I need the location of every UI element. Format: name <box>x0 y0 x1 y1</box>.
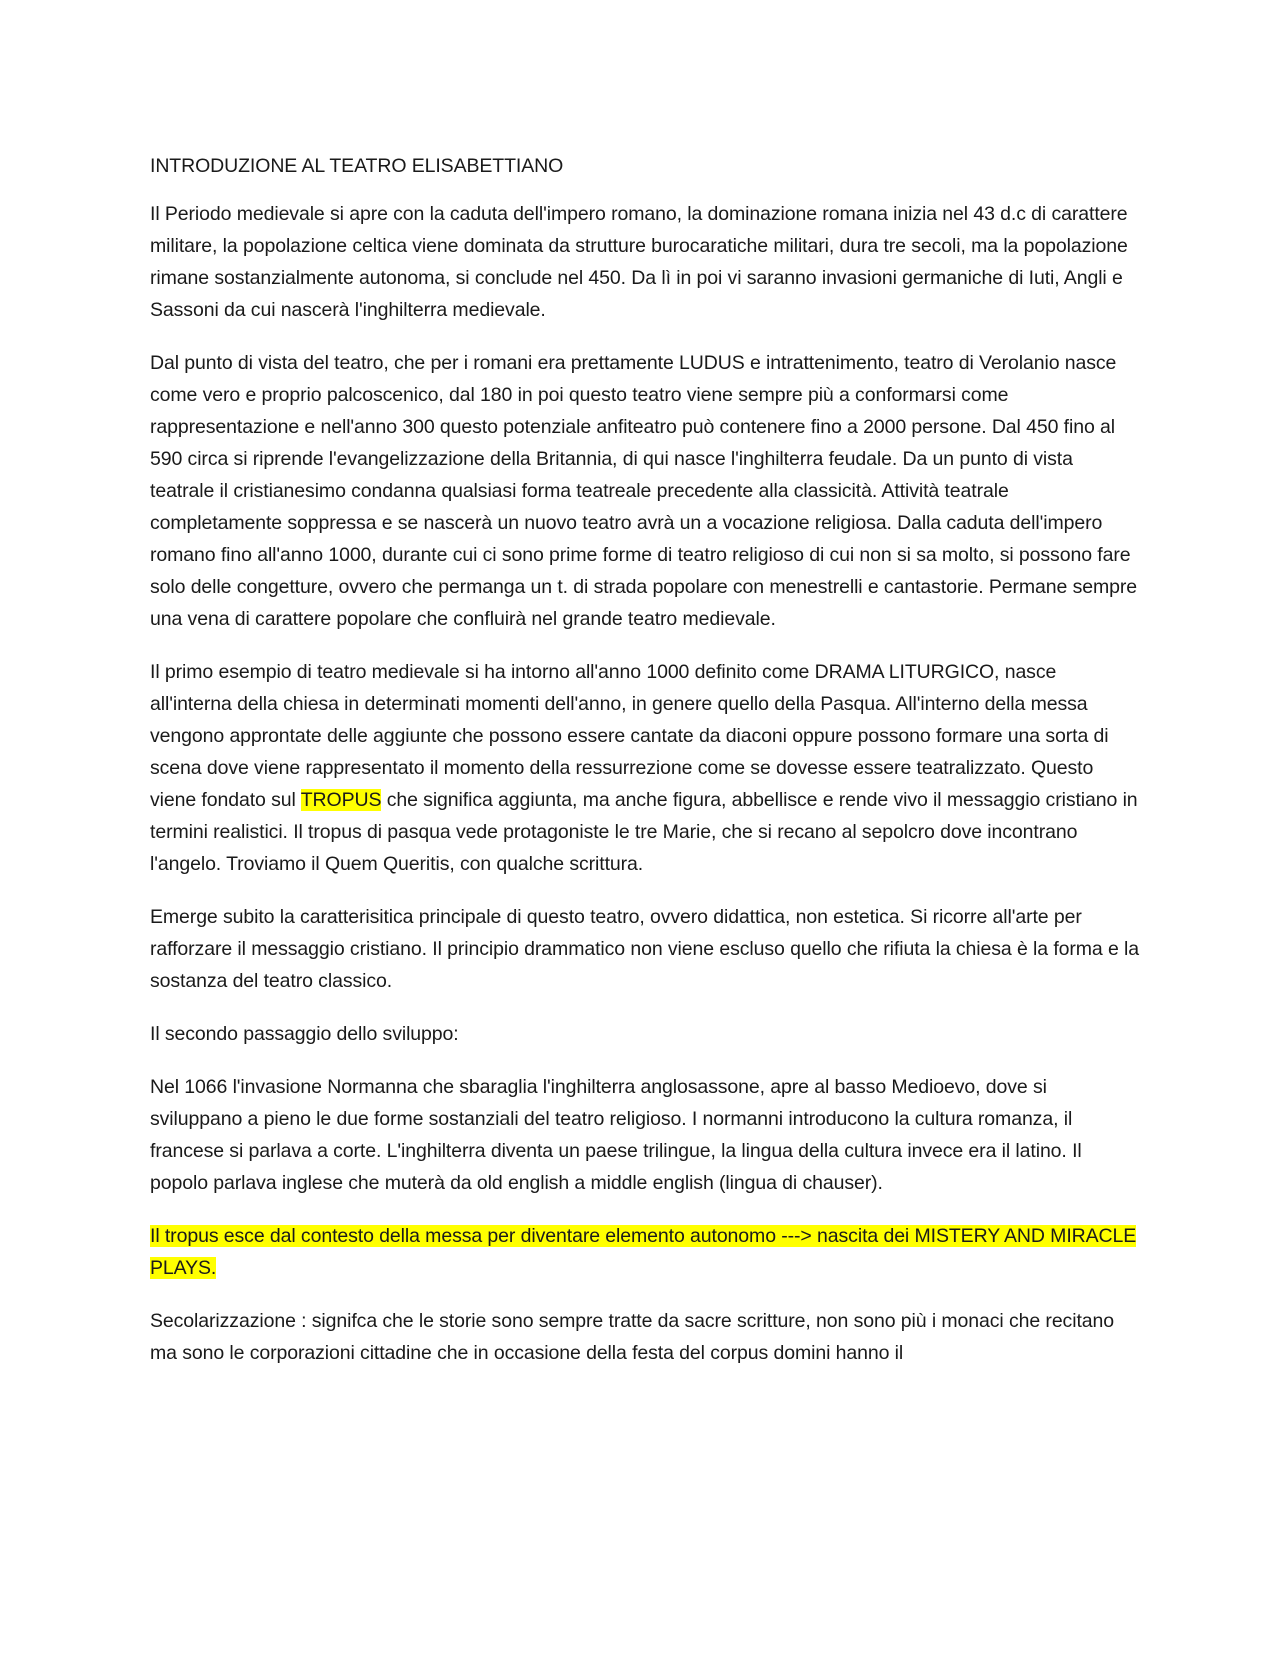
paragraph-liturgical-drama <box>150 656 1140 880</box>
paragraph-medieval-period: Il Periodo medievale si apre con la caduta dell'impero romano, la dominazione romana inizia nel 43 d.c di carattere militare, la popolazione celtica viene dominata da strutture burocaratiche militari, dura tre secoli, ma la popolazione rimane sostanzialmente autonoma, si conclude nel 450. Da lì in poi vi saranno invasioni germaniche di Iuti, Angli e Sassoni da cui nascerà l'inghilterra medievale. <box>150 203 1128 321</box>
paragraph-second-stage: Il secondo passaggio dello sviluppo: <box>150 1023 459 1045</box>
paragraph-mistery-plays <box>150 1220 1140 1284</box>
paragraph-didactic-character: Emerge subito la caratterisitica principale di questo teatro, ovvero didattica, non estetica. Si ricorre all'arte per rafforzare il messaggio cristiano. Il principio drammatico non viene escluso quello che rifiuta la chiesa è la forma e la sostanza del teatro classico. <box>150 906 1140 992</box>
paragraph-liturgical-drama-text-b: che significa aggiunta, ma anche figura, abbellisce e rende vivo il messaggio cristiano in termini realistici. Il tropus di pasqua vede protagoniste le tre Marie, che si recano al sepolcro dove incontrano l'angelo. Troviamo il Quem Queritis, con qualche scrittura. <box>150 789 1138 875</box>
paragraph-norman-invasion: Nel 1066 l'invasione Normanna che sbaraglia l'inghilterra anglosassone, apre al basso Medioevo, dove si sviluppano a pieno le due forme sostanziali del teatro religioso. I normanni introducono la cultura romanza, il francese si parlava a corte. L'inghilterra diventa un paese trilingue, la lingua della cultura invece era il latino. Il popolo parlava inglese che muterà da old english a middle english (lingua di chauser). <box>150 1076 1082 1194</box>
document-title: INTRODUZIONE AL TEATRO ELISABETTIANO <box>150 155 564 177</box>
paragraph-secularization: Secolarizzazione : signifca che le storie sono sempre tratte da sacre scritture, non sono più i monaci che recitano ma sono le corporazioni cittadine che in occasione della festa del corpus domini hanno il <box>150 1310 1114 1364</box>
document-page <box>150 150 1140 1390</box>
paragraph-liturgical-drama-text-a: Il primo esempio di teatro medievale si ha intorno all'anno 1000 definito come DRAMA LITURGICO, nasce all'interna della chiesa in determinati momenti dell'anno, in genere quello della Pasqua. All'interno della messa vengono approntate delle aggiunte che possono essere cantate da diaconi oppure possono formare una sorta di scena dove viene rappresentato il momento della ressurrezione come se dovesse essere teatralizzato. Questo viene fondato sul <box>150 661 1109 811</box>
highlight-tropus: TROPUS <box>300 789 382 811</box>
paragraph-roman-theatre: Dal punto di vista del teatro, che per i romani era prettamente LUDUS e intrattenimento, teatro di Verolanio nasce come vero e proprio palcoscenico, dal 180 in poi questo teatro viene sempre più a conformarsi come rappresentazione e nell'anno 300 questo potenziale anfiteatro può contenere fino a 2000 persone. Dal 450 fino al 590 circa si riprende l'evangelizzazione della Britannia, di qui nasce l'inghilterra feudale. Da un punto di vista teatrale il cristianesimo condanna qualsiasi forma teatreale precedente alla classicità. Attività teatrale completamente soppressa e se nascerà un nuovo teatro avrà un a vocazione religiosa. Dalla caduta dell'impero romano fino all'anno 1000, durante cui ci sono prime forme di teatro religioso di cui non si sa molto, si possono fare solo delle congetture, ovvero che permanga un t. di strada popolare con menestrelli e cantastorie. Permane sempre una vena di carattere popolare che confluirà nel grande teatro medievale. <box>150 352 1138 630</box>
highlight-mistery-plays: Il tropus esce dal contesto della messa per diventare elemento autonomo ---> nascita dei MISTERY AND MIRACLE PLAYS. <box>150 1225 1137 1279</box>
